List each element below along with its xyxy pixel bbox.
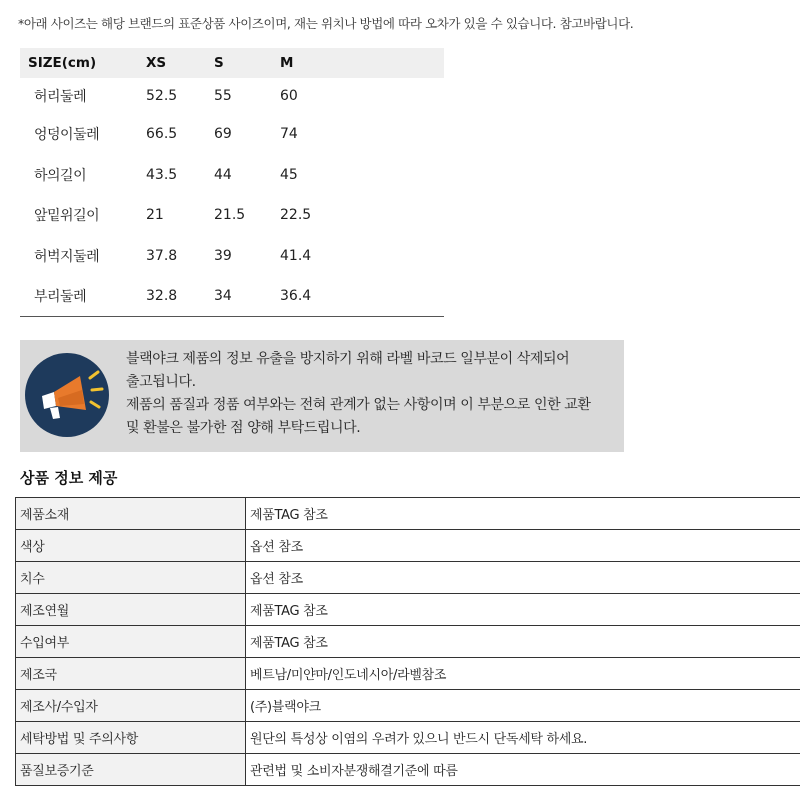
table-row xyxy=(20,78,444,114)
header-m: M xyxy=(280,55,294,71)
measure-xs: 43.5 xyxy=(146,166,178,183)
info-value: 옵션 참조 xyxy=(246,562,800,594)
table-row xyxy=(16,690,800,722)
info-label: 수입여부 xyxy=(16,626,246,658)
measure-label: 하의길이 xyxy=(34,167,87,184)
notice-line: 및 환불은 불가한 점 양해 부탁드립니다. xyxy=(126,420,361,436)
table-row xyxy=(20,155,444,196)
measure-m: 60 xyxy=(280,88,298,104)
info-value: 베트남/미얀마/인도네시아/라벨참조 xyxy=(246,658,800,690)
measure-label: 허리둘레 xyxy=(34,89,87,105)
table-row xyxy=(16,722,800,754)
info-label: 제조국 xyxy=(16,658,246,690)
table-row xyxy=(20,276,444,317)
barcode-notice-banner xyxy=(20,340,624,452)
info-value: 관련법 및 소비자분쟁해결기준에 따름 xyxy=(246,754,800,786)
measure-m: 22.5 xyxy=(280,207,312,224)
measure-xs: 32.8 xyxy=(146,276,214,317)
notice-line: 제품의 품질과 정품 여부와는 전혀 관계가 없는 사항이며 이 부분으로 인한 교환 xyxy=(126,397,591,413)
table-row xyxy=(20,236,444,277)
table-row xyxy=(16,594,800,626)
measure-label: 엉덩이둘레 xyxy=(34,127,100,144)
size-notice: *아래 사이즈는 해당 브랜드의 표준상품 사이즈이며, 재는 위치나 방법에 따라 오차가 있을 수 있습니다. 참고바랍니다. xyxy=(18,16,634,31)
info-label: 세탁방법 및 주의사항 xyxy=(16,722,246,754)
measure-s: 39 xyxy=(214,247,232,264)
table-row xyxy=(16,562,800,594)
measure-s: 44 xyxy=(214,166,232,183)
notice-line: 출고됩니다. xyxy=(126,374,196,390)
measure-s: 34 xyxy=(214,276,280,317)
megaphone-icon xyxy=(24,352,110,438)
measure-m: 74 xyxy=(280,126,298,143)
measure-xs: 37.8 xyxy=(146,247,178,264)
notice-line: 블랙야크 제품의 정보 유출을 방지하기 위해 라벨 바코드 일부분이 삭제되어 xyxy=(126,351,570,367)
table-row xyxy=(16,626,800,658)
measure-xs: 21 xyxy=(146,207,164,224)
table-row xyxy=(16,498,800,530)
measure-label: 허벅지둘레 xyxy=(34,248,100,265)
measure-s: 69 xyxy=(214,126,232,143)
info-value: 제품TAG 참조 xyxy=(246,626,800,658)
measure-xs: 66.5 xyxy=(146,126,178,143)
info-value: 옵션 참조 xyxy=(246,530,800,562)
measure-label: 부리둘레 xyxy=(20,276,146,317)
info-label: 제조연월 xyxy=(16,594,246,626)
size-table-header xyxy=(20,48,444,78)
measure-m: 36.4 xyxy=(280,276,444,317)
table-row xyxy=(16,754,800,786)
info-label: 제조사/수입자 xyxy=(16,690,246,722)
info-value: 제품TAG 참조 xyxy=(246,594,800,626)
info-label: 제품소재 xyxy=(16,498,246,530)
table-row xyxy=(16,658,800,690)
measure-s: 21.5 xyxy=(214,207,246,224)
header-xs: XS xyxy=(146,55,167,71)
header-size: SIZE(cm) xyxy=(28,55,97,71)
info-value: 제품TAG 참조 xyxy=(246,498,800,530)
table-row xyxy=(20,195,444,236)
measure-m: 45 xyxy=(280,166,298,183)
info-label: 색상 xyxy=(16,530,246,562)
measure-label: 앞밑위길이 xyxy=(34,208,100,225)
size-table xyxy=(20,48,444,317)
table-row xyxy=(16,530,800,562)
info-value: (주)블랙야크 xyxy=(246,690,800,722)
table-row xyxy=(20,114,444,155)
measure-xs: 52.5 xyxy=(146,88,178,104)
measure-s: 55 xyxy=(214,88,232,104)
header-s: S xyxy=(214,55,224,71)
measure-m: 41.4 xyxy=(280,247,312,264)
barcode-notice-text xyxy=(126,348,618,440)
info-label: 치수 xyxy=(16,562,246,594)
info-value: 원단의 특성상 이염의 우려가 있으니 반드시 단독세탁 하세요. xyxy=(246,722,800,754)
product-info-title: 상품 정보 제공 xyxy=(20,469,118,487)
product-info-table xyxy=(15,497,800,786)
info-label: 품질보증기준 xyxy=(16,754,246,786)
